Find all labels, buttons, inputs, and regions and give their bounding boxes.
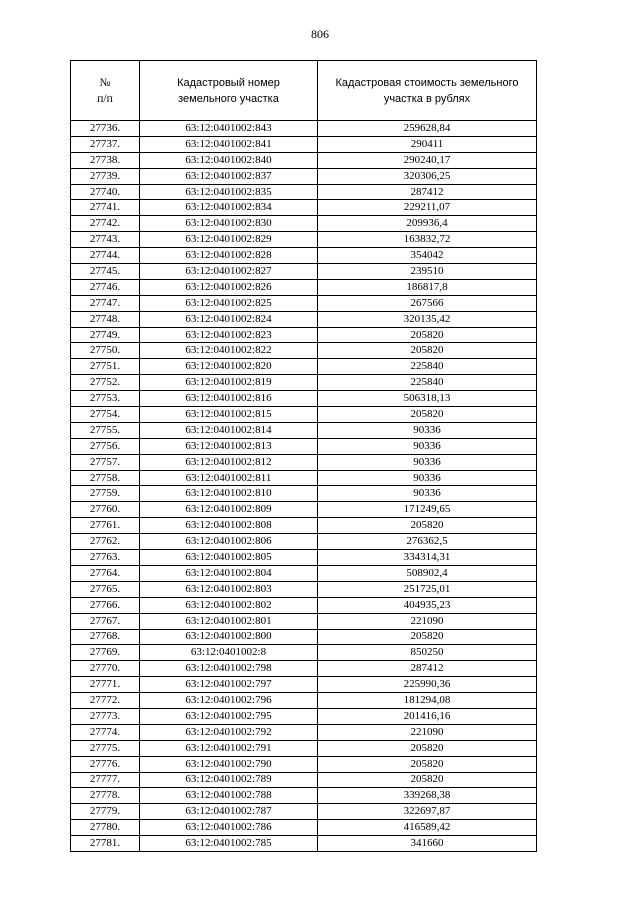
cadastral-number-cell: 63:12:0401002:823 xyxy=(140,327,318,343)
cadastral-value-cell: 251725,01 xyxy=(318,581,537,597)
cadastral-value-cell: 287412 xyxy=(318,661,537,677)
cadastral-value-cell: 322697,87 xyxy=(318,804,537,820)
table-row xyxy=(71,534,537,550)
cadastral-number-cell: 63:12:0401002:792 xyxy=(140,724,318,740)
cadastral-value-cell: 171249,65 xyxy=(318,502,537,518)
cadastral-value-cell: 205820 xyxy=(318,518,537,534)
table-row xyxy=(71,486,537,502)
cadastral-value-cell: 320306,25 xyxy=(318,168,537,184)
table-row xyxy=(71,502,537,518)
row-number-cell: 27754. xyxy=(71,407,140,423)
cadastral-number-cell: 63:12:0401002:816 xyxy=(140,391,318,407)
table-row xyxy=(71,295,537,311)
cadastral-number-cell: 63:12:0401002:813 xyxy=(140,438,318,454)
row-number-cell: 27749. xyxy=(71,327,140,343)
cadastral-number-cell: 63:12:0401002:830 xyxy=(140,216,318,232)
cadastral-value-cell: 290411 xyxy=(318,136,537,152)
table-row xyxy=(71,438,537,454)
cadastral-value-cell: 850250 xyxy=(318,645,537,661)
row-number-cell: 27770. xyxy=(71,661,140,677)
table-row xyxy=(71,804,537,820)
row-number-cell: 27769. xyxy=(71,645,140,661)
row-number-cell: 27743. xyxy=(71,232,140,248)
cadastral-number-cell: 63:12:0401002:825 xyxy=(140,295,318,311)
table-row xyxy=(71,565,537,581)
table-row xyxy=(71,343,537,359)
cadastral-number-cell: 63:12:0401002:822 xyxy=(140,343,318,359)
row-number-cell: 27781. xyxy=(71,836,140,852)
cadastral-value-cell: 287412 xyxy=(318,184,537,200)
header-number-line-2: п/п xyxy=(97,92,113,105)
row-number-cell: 27779. xyxy=(71,804,140,820)
row-number-cell: 27736. xyxy=(71,121,140,137)
cadastral-number-cell: 63:12:0401002:808 xyxy=(140,518,318,534)
cadastral-number-cell: 63:12:0401002:827 xyxy=(140,264,318,280)
cadastral-value-cell: 205820 xyxy=(318,772,537,788)
table-row xyxy=(71,184,537,200)
cadastral-number-cell: 63:12:0401002:840 xyxy=(140,152,318,168)
cadastral-number-cell: 63:12:0401002:828 xyxy=(140,248,318,264)
table-row xyxy=(71,216,537,232)
header-cadastral-line-2: земельного участка xyxy=(178,92,279,105)
row-number-cell: 27741. xyxy=(71,200,140,216)
table-row xyxy=(71,121,537,137)
table-row xyxy=(71,645,537,661)
table-row xyxy=(71,693,537,709)
cadastral-value-cell: 229211,07 xyxy=(318,200,537,216)
cadastral-value-cell: 90336 xyxy=(318,470,537,486)
cadastral-value-cell: 404935,23 xyxy=(318,597,537,613)
cadastral-value-cell: 267566 xyxy=(318,295,537,311)
cadastral-number-cell: 63:12:0401002:815 xyxy=(140,407,318,423)
cadastral-number-cell: 63:12:0401002:788 xyxy=(140,788,318,804)
row-number-cell: 27764. xyxy=(71,565,140,581)
table-row xyxy=(71,248,537,264)
row-number-cell: 27774. xyxy=(71,724,140,740)
table-header xyxy=(71,61,537,121)
header-number-line-1: № xyxy=(99,76,111,89)
row-number-cell: 27780. xyxy=(71,820,140,836)
cadastral-value-cell: 186817,8 xyxy=(318,279,537,295)
row-number-cell: 27765. xyxy=(71,581,140,597)
row-number-cell: 27757. xyxy=(71,454,140,470)
cadastral-number-cell: 63:12:0401002:804 xyxy=(140,565,318,581)
row-number-cell: 27747. xyxy=(71,295,140,311)
row-number-cell: 27771. xyxy=(71,677,140,693)
cadastral-number-cell: 63:12:0401002:787 xyxy=(140,804,318,820)
row-number-cell: 27762. xyxy=(71,534,140,550)
table-row xyxy=(71,661,537,677)
header-cadastral-value xyxy=(318,61,537,121)
table-row xyxy=(71,359,537,375)
cadastral-value-cell: 205820 xyxy=(318,343,537,359)
page-number: 806 xyxy=(311,27,329,41)
table-row xyxy=(71,375,537,391)
row-number-cell: 27760. xyxy=(71,502,140,518)
table-row xyxy=(71,311,537,327)
cadastral-value-table xyxy=(70,60,537,852)
cadastral-number-cell: 63:12:0401002:798 xyxy=(140,661,318,677)
cadastral-value-cell: 90336 xyxy=(318,486,537,502)
cadastral-number-cell: 63:12:0401002:790 xyxy=(140,756,318,772)
row-number-cell: 27748. xyxy=(71,311,140,327)
cadastral-number-cell: 63:12:0401002:800 xyxy=(140,629,318,645)
header-value-line-1: Кадастровая стоимость земельного xyxy=(335,76,519,89)
row-number-cell: 27758. xyxy=(71,470,140,486)
cadastral-value-cell: 209936,4 xyxy=(318,216,537,232)
table-row xyxy=(71,677,537,693)
row-number-cell: 27778. xyxy=(71,788,140,804)
cadastral-number-cell: 63:12:0401002:834 xyxy=(140,200,318,216)
row-number-cell: 27746. xyxy=(71,279,140,295)
cadastral-number-cell: 63:12:0401002:820 xyxy=(140,359,318,375)
cadastral-number-cell: 63:12:0401002:791 xyxy=(140,740,318,756)
cadastral-value-cell: 259628,84 xyxy=(318,121,537,137)
cadastral-number-cell: 63:12:0401002:841 xyxy=(140,136,318,152)
cadastral-value-cell: 90336 xyxy=(318,438,537,454)
table-row xyxy=(71,820,537,836)
cadastral-number-cell: 63:12:0401002:819 xyxy=(140,375,318,391)
cadastral-value-cell: 205820 xyxy=(318,407,537,423)
table-body xyxy=(71,121,537,852)
row-number-cell: 27739. xyxy=(71,168,140,184)
table-row xyxy=(71,836,537,852)
cadastral-value-cell: 508902,4 xyxy=(318,565,537,581)
cadastral-number-cell: 63:12:0401002:810 xyxy=(140,486,318,502)
table-row xyxy=(71,136,537,152)
table-row xyxy=(71,232,537,248)
row-number-cell: 27752. xyxy=(71,375,140,391)
row-number-cell: 27751. xyxy=(71,359,140,375)
table-row xyxy=(71,597,537,613)
row-number-cell: 27744. xyxy=(71,248,140,264)
cadastral-value-cell: 221090 xyxy=(318,724,537,740)
row-number-cell: 27759. xyxy=(71,486,140,502)
cadastral-value-cell: 334314,31 xyxy=(318,550,537,566)
cadastral-value-cell: 225840 xyxy=(318,359,537,375)
row-number-cell: 27745. xyxy=(71,264,140,280)
cadastral-value-cell: 416589,42 xyxy=(318,820,537,836)
table-row xyxy=(71,613,537,629)
table-row xyxy=(71,550,537,566)
row-number-cell: 27776. xyxy=(71,756,140,772)
row-number-cell: 27750. xyxy=(71,343,140,359)
cadastral-value-cell: 201416,16 xyxy=(318,708,537,724)
cadastral-value-cell: 205820 xyxy=(318,327,537,343)
cadastral-value-cell: 239510 xyxy=(318,264,537,280)
cadastral-value-cell: 339268,38 xyxy=(318,788,537,804)
row-number-cell: 27761. xyxy=(71,518,140,534)
cadastral-number-cell: 63:12:0401002:797 xyxy=(140,677,318,693)
table-row xyxy=(71,581,537,597)
header-cadastral-line-1: Кадастровый номер xyxy=(177,76,280,89)
cadastral-number-cell: 63:12:0401002:806 xyxy=(140,534,318,550)
row-number-cell: 27756. xyxy=(71,438,140,454)
table-row xyxy=(71,264,537,280)
row-number-cell: 27777. xyxy=(71,772,140,788)
table-row xyxy=(71,772,537,788)
cadastral-number-cell: 63:12:0401002:824 xyxy=(140,311,318,327)
table-row xyxy=(71,407,537,423)
cadastral-value-cell: 163832,72 xyxy=(318,232,537,248)
cadastral-value-cell: 506318,13 xyxy=(318,391,537,407)
cadastral-value-cell: 225840 xyxy=(318,375,537,391)
row-number-cell: 27742. xyxy=(71,216,140,232)
cadastral-value-cell: 276362,5 xyxy=(318,534,537,550)
cadastral-number-cell: 63:12:0401002:843 xyxy=(140,121,318,137)
cadastral-value-cell: 320135,42 xyxy=(318,311,537,327)
cadastral-value-cell: 90336 xyxy=(318,422,537,438)
header-row-number xyxy=(71,61,140,121)
row-number-cell: 27775. xyxy=(71,740,140,756)
table-row xyxy=(71,629,537,645)
cadastral-value-cell: 354042 xyxy=(318,248,537,264)
table-row xyxy=(71,724,537,740)
cadastral-number-cell: 63:12:0401002:796 xyxy=(140,693,318,709)
cadastral-number-cell: 63:12:0401002:795 xyxy=(140,708,318,724)
table-row xyxy=(71,454,537,470)
row-number-cell: 27755. xyxy=(71,422,140,438)
row-number-cell: 27766. xyxy=(71,597,140,613)
table-row xyxy=(71,152,537,168)
cadastral-number-cell: 63:12:0401002:785 xyxy=(140,836,318,852)
table-row xyxy=(71,200,537,216)
cadastral-number-cell: 63:12:0401002:801 xyxy=(140,613,318,629)
cadastral-number-cell: 63:12:0401002:789 xyxy=(140,772,318,788)
header-cadastral-number xyxy=(140,61,318,121)
row-number-cell: 27740. xyxy=(71,184,140,200)
header-row xyxy=(71,61,537,121)
row-number-cell: 27768. xyxy=(71,629,140,645)
table-row xyxy=(71,740,537,756)
row-number-cell: 27767. xyxy=(71,613,140,629)
cadastral-value-cell: 225990,36 xyxy=(318,677,537,693)
cadastral-value-cell: 341660 xyxy=(318,836,537,852)
cadastral-value-cell: 90336 xyxy=(318,454,537,470)
cadastral-number-cell: 63:12:0401002:826 xyxy=(140,279,318,295)
table-row xyxy=(71,391,537,407)
table-row xyxy=(71,788,537,804)
cadastral-number-cell: 63:12:0401002:786 xyxy=(140,820,318,836)
table-row xyxy=(71,518,537,534)
cadastral-value-cell: 221090 xyxy=(318,613,537,629)
table-row xyxy=(71,327,537,343)
cadastral-number-cell: 63:12:0401002:811 xyxy=(140,470,318,486)
cadastral-number-cell: 63:12:0401002:8 xyxy=(140,645,318,661)
cadastral-value-cell: 205820 xyxy=(318,756,537,772)
header-value-line-2: участка в рублях xyxy=(383,92,471,105)
row-number-cell: 27773. xyxy=(71,708,140,724)
row-number-cell: 27763. xyxy=(71,550,140,566)
cadastral-value-cell: 290240,17 xyxy=(318,152,537,168)
row-number-cell: 27753. xyxy=(71,391,140,407)
cadastral-number-cell: 63:12:0401002:802 xyxy=(140,597,318,613)
table-row xyxy=(71,756,537,772)
cadastral-number-cell: 63:12:0401002:803 xyxy=(140,581,318,597)
table-row xyxy=(71,708,537,724)
cadastral-number-cell: 63:12:0401002:835 xyxy=(140,184,318,200)
row-number-cell: 27772. xyxy=(71,693,140,709)
cadastral-number-cell: 63:12:0401002:805 xyxy=(140,550,318,566)
table-row xyxy=(71,470,537,486)
cadastral-number-cell: 63:12:0401002:837 xyxy=(140,168,318,184)
cadastral-value-cell: 181294,08 xyxy=(318,693,537,709)
cadastral-value-cell: 205820 xyxy=(318,740,537,756)
cadastral-number-cell: 63:12:0401002:812 xyxy=(140,454,318,470)
cadastral-value-cell: 205820 xyxy=(318,629,537,645)
cadastral-number-cell: 63:12:0401002:809 xyxy=(140,502,318,518)
row-number-cell: 27737. xyxy=(71,136,140,152)
table-row xyxy=(71,279,537,295)
cadastral-number-cell: 63:12:0401002:829 xyxy=(140,232,318,248)
table-row xyxy=(71,168,537,184)
row-number-cell: 27738. xyxy=(71,152,140,168)
cadastral-number-cell: 63:12:0401002:814 xyxy=(140,422,318,438)
table-row xyxy=(71,422,537,438)
